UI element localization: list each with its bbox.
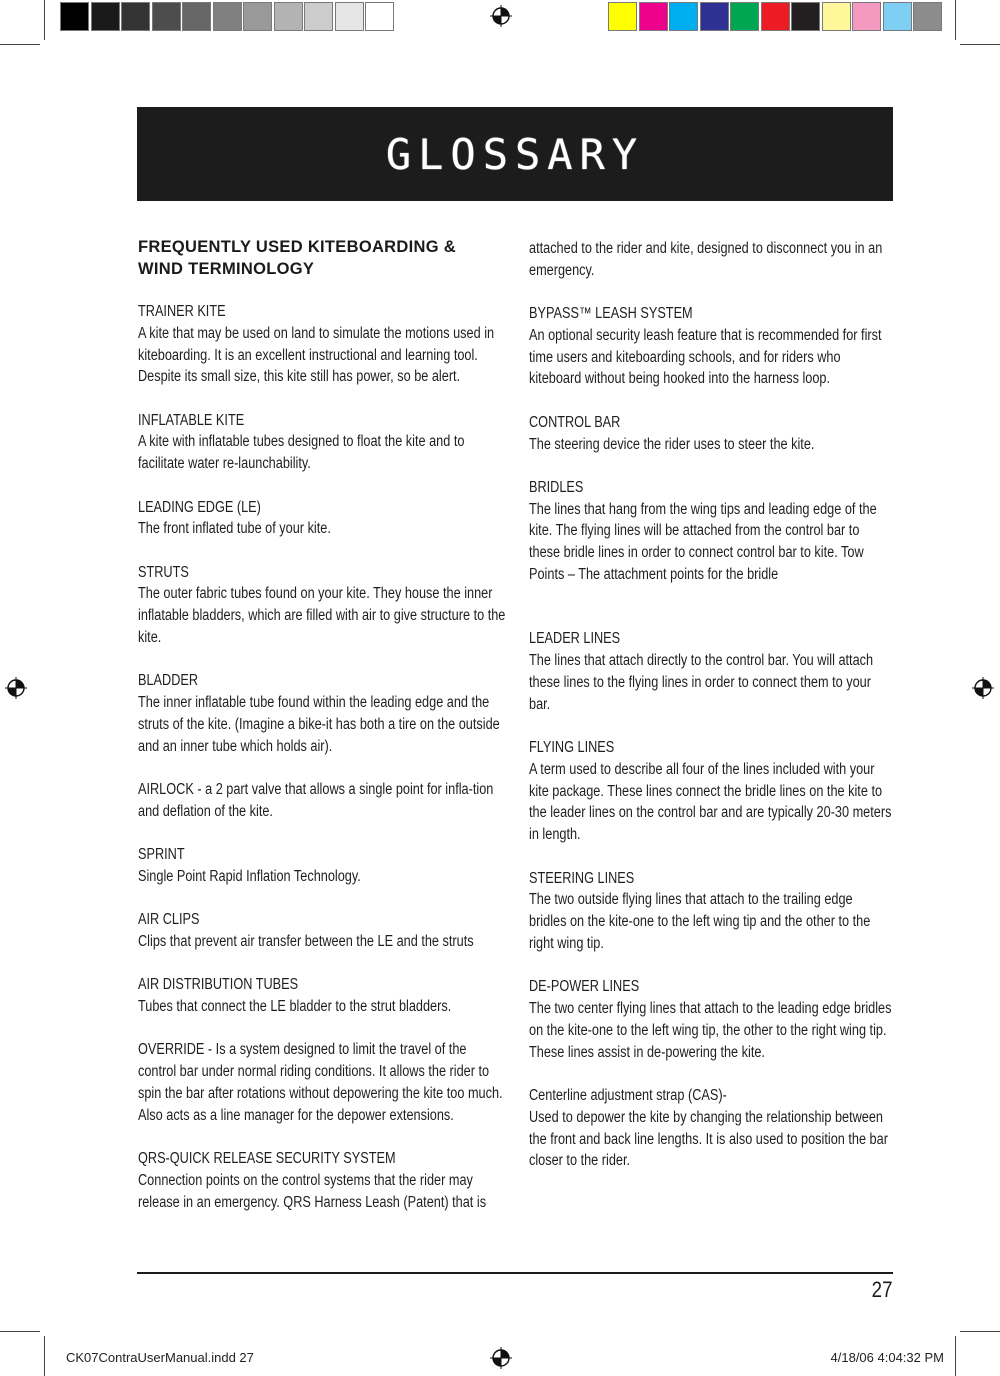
gray-swatch	[60, 2, 89, 31]
glossary-definition: A kite with inflatable tubes designed to float the kite and to facilitate water re-launchability.	[138, 433, 465, 473]
gray-swatch	[152, 2, 181, 31]
gray-swatch	[213, 2, 242, 31]
spacer	[529, 607, 893, 628]
gray-swatch	[243, 2, 272, 31]
glossary-entry	[529, 303, 893, 390]
gray-swatch	[91, 2, 120, 31]
color-swatch	[852, 2, 881, 31]
color-swatch	[669, 2, 698, 31]
color-swatch	[761, 2, 790, 31]
color-swatch	[730, 2, 759, 31]
glossary-entry	[138, 1148, 506, 1213]
glossary-entry	[529, 868, 893, 955]
glossary-entry	[138, 410, 506, 475]
glossary-term: INFLATABLE KITE	[138, 411, 245, 429]
glossary-entry	[138, 909, 506, 953]
glossary-term: AIRLOCK - a 2 part valve that allows a single point for infla-tion and deflation of the kite.	[138, 781, 494, 820]
glossary-entry	[138, 497, 506, 541]
glossary-definition: Clips that prevent air transfer between the LE and the struts	[138, 933, 474, 951]
color-swatch	[639, 2, 668, 31]
glossary-definition: An optional security leash feature that is recommended for first time users and kiteboarding schools, and for riders who kiteboard without being hooked into the harness loop.	[529, 326, 882, 388]
glossary-term: AIR CLIPS	[138, 911, 200, 929]
glossary-entry	[529, 737, 893, 846]
glossary-entry	[529, 628, 893, 715]
glossary-term: AIR DISTRIBUTION TUBES	[138, 976, 299, 994]
glossary-term: Centerline adjustment strap (CAS)-	[529, 1086, 727, 1104]
glossary-list-right	[529, 238, 893, 1172]
crop-mark	[960, 44, 1000, 45]
glossary-term: attached to the rider and kite, designed to disconnect you in an emergency.	[529, 240, 883, 279]
glossary-term: SPRINT	[138, 846, 185, 864]
left-column	[138, 236, 506, 1235]
crop-mark	[955, 1336, 956, 1376]
glossary-term: DE-POWER LINES	[529, 978, 640, 996]
glossary-definition: The two center flying lines that attach to the leading edge bridles on the kite-one to the left wing tip, the other to the right wing tip. These lines assist in de-powering the kite.	[529, 1000, 892, 1061]
glossary-definition: The two outside flying lines that attach to the trailing edge bridles on the kite-one to the left wing tip and the other to the right wing tip.	[529, 891, 871, 952]
crop-mark	[960, 1331, 1000, 1332]
glossary-definition: The lines that attach directly to the control bar. You will attach these lines to the flying lines in order to connect them to your bar.	[529, 652, 874, 713]
glossary-definition: The inner inflatable tube found within the leading edge and the struts of the kite. (Imagine a bike-it has both a tire on the outside and an inner tube which holds air).	[138, 694, 500, 755]
registration-target-icon	[490, 1347, 512, 1369]
grayscale-calibration-bar	[60, 2, 396, 31]
glossary-term: QRS-QUICK RELEASE SECURITY SYSTEM	[138, 1150, 396, 1168]
glossary-entry	[138, 301, 506, 388]
color-swatch	[791, 2, 820, 31]
glossary-term: BLADDER	[138, 672, 199, 690]
glossary-list-left	[138, 301, 506, 1214]
glossary-term: STRUTS	[138, 563, 189, 581]
glossary-term: LEADING EDGE (LE)	[138, 498, 261, 516]
gray-swatch	[274, 2, 303, 31]
glossary-definition: A kite that may be used on land to simulate the motions used in kiteboarding. It is an excellent instructional and learning tool. Despite its small size, this kite still has power, so be alert.	[138, 324, 495, 386]
crop-mark	[44, 1336, 45, 1376]
glossary-term: BRIDLES	[529, 478, 584, 496]
glossary-definition: A term used to describe all four of the lines included with your kite package. These lines connect the bridle lines on the kite to the leader lines on the control bar and are typically 20-30 meters in length.	[529, 760, 892, 844]
section-heading: FREQUENTLY USED KITEBOARDING & WIND TERMINOLOGY	[138, 238, 456, 278]
glossary-entry	[138, 974, 506, 1018]
glossary-term: BYPASS™ LEASH SYSTEM	[529, 305, 693, 323]
glossary-definition: Used to depower the kite by changing the relationship between the front and back line lengths. It is also used to position the bar closer to the rider.	[529, 1108, 888, 1170]
right-column	[529, 238, 893, 1194]
glossary-definition: The steering device the rider uses to steer the kite.	[529, 435, 815, 453]
glossary-definition: Connection points on the control systems that the rider may release in an emergency. QRS Harness Leash (Patent) that is	[138, 1171, 487, 1211]
glossary-term: CONTROL BAR	[529, 413, 621, 431]
color-calibration-bar	[608, 2, 944, 31]
glossary-entry	[529, 1085, 893, 1172]
glossary-entry	[529, 412, 893, 456]
glossary-definition: The lines that hang from the wing tips and leading edge of the kite. The flying lines will be attached from the control bar to these bridle lines in order to connect control bar to kite. Tow Points – The attachment points for the bridle	[529, 500, 877, 584]
glossary-definition: Tubes that connect the LE bladder to the strut bladders.	[138, 998, 452, 1016]
crop-mark	[44, 0, 45, 40]
gray-swatch	[335, 2, 364, 31]
color-swatch	[700, 2, 729, 31]
print-slug-timestamp: 4/18/06 4:04:32 PM	[830, 1350, 944, 1365]
glossary-entry	[138, 779, 506, 823]
color-swatch	[822, 2, 851, 31]
gray-swatch	[304, 2, 333, 31]
crop-mark	[0, 44, 40, 45]
page-title: GLOSSARY	[385, 129, 645, 179]
glossary-definition: The front inflated tube of your kite.	[138, 520, 331, 538]
crop-mark	[955, 0, 956, 40]
color-swatch	[913, 2, 942, 31]
print-slug-filename: CK07ContraUserManual.indd 27	[66, 1350, 254, 1365]
gray-swatch	[121, 2, 150, 31]
glossary-term: TRAINER KITE	[138, 303, 226, 320]
crop-mark	[0, 1331, 40, 1332]
registration-target-icon	[490, 5, 512, 27]
color-swatch	[608, 2, 637, 31]
glossary-term: FLYING LINES	[529, 739, 615, 757]
glossary-definition: Single Point Rapid Inflation Technology.	[138, 867, 361, 885]
glossary-entry	[529, 238, 893, 282]
glossary-entry	[138, 1039, 506, 1126]
glossary-entry	[138, 670, 506, 757]
glossary-entry	[138, 844, 506, 888]
glossary-entry	[529, 477, 893, 586]
registration-target-icon	[972, 677, 994, 699]
footer-rule	[137, 1272, 893, 1274]
glossary-term: STEERING LINES	[529, 869, 635, 887]
registration-target-icon	[5, 677, 27, 699]
glossary-term: LEADER LINES	[529, 630, 621, 648]
gray-swatch	[182, 2, 211, 31]
glossary-entry	[138, 562, 506, 649]
glossary-definition: The outer fabric tubes found on your kite. They house the inner inflatable bladders, which are filled with air to give structure to the kite.	[138, 585, 506, 647]
glossary-term: OVERRIDE - Is a system designed to limit the travel of the control bar under normal riding conditions. It allows the rider to spin the bar after rotations without depowering the kite too much. Also acts as a line manager for the depower extensions.	[138, 1041, 503, 1124]
color-swatch	[883, 2, 912, 31]
glossary-entry	[529, 976, 893, 1063]
gray-swatch	[365, 2, 394, 31]
page-number: 27	[871, 1277, 892, 1302]
title-banner	[137, 107, 893, 201]
